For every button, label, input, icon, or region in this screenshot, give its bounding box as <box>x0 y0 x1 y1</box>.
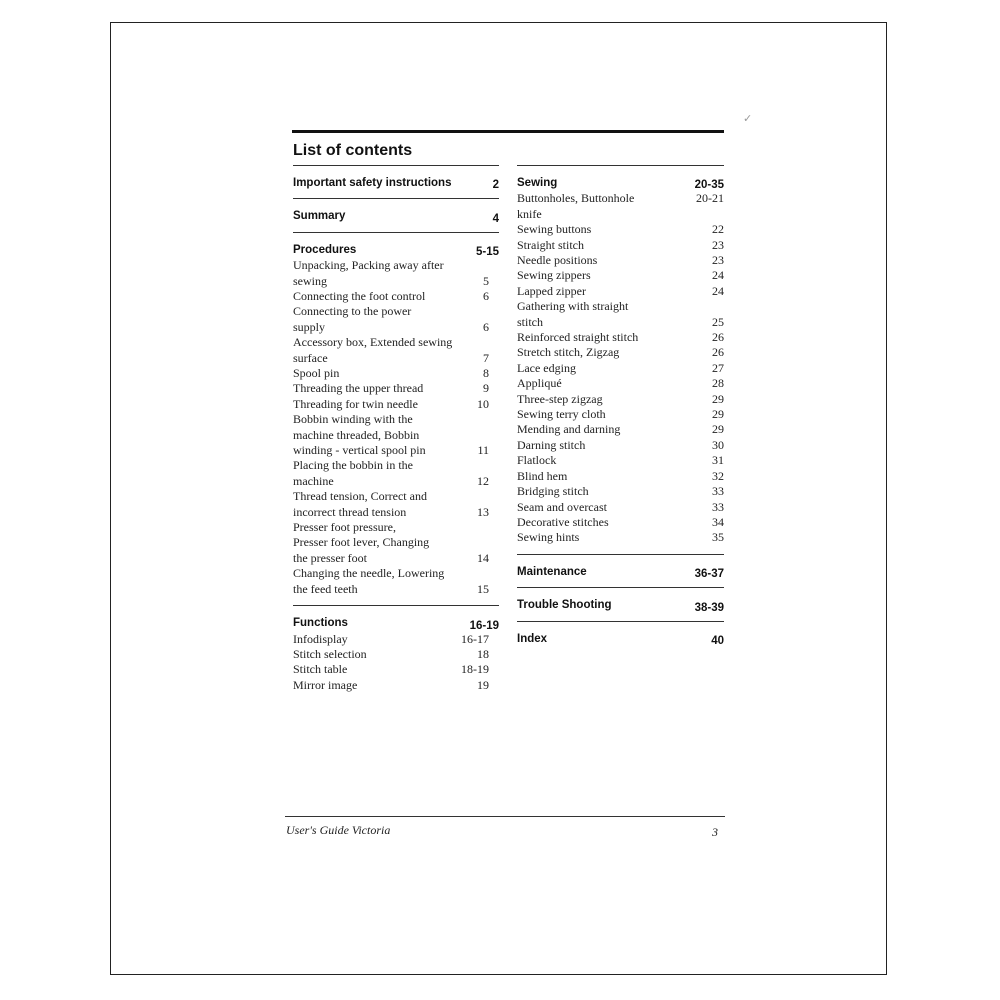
entry-page-number: 24 <box>712 268 724 283</box>
title-rule <box>292 130 724 133</box>
section-page-range: 40 <box>711 634 724 647</box>
entry-page-number: 33 <box>712 484 724 499</box>
entry-title: Stitch table <box>293 662 348 677</box>
toc-entry <box>293 304 499 335</box>
toc-entry <box>517 284 724 299</box>
entry-page-number: 16-17 <box>461 631 489 646</box>
entry-page-number: 35 <box>712 530 724 545</box>
toc-section <box>293 605 499 701</box>
toc-entry <box>293 397 499 412</box>
section-page-range: 2 <box>492 179 499 192</box>
toc-entry <box>293 381 499 396</box>
entry-page-number: 25 <box>712 314 724 329</box>
section-page-range: 16-19 <box>469 619 499 632</box>
toc-entry <box>517 376 724 391</box>
entry-title: Appliqué <box>517 376 562 391</box>
toc-entry <box>517 268 724 283</box>
entry-page-number: 6 <box>483 288 489 303</box>
toc-entry <box>517 515 724 530</box>
entry-title: Stitch selection <box>293 646 367 661</box>
entry-page-number: 29 <box>712 422 724 437</box>
toc-section <box>517 587 724 620</box>
toc-entry <box>293 412 499 458</box>
section-title: Procedures <box>293 243 357 256</box>
toc-section <box>517 621 724 654</box>
entry-page-number: 22 <box>712 222 724 237</box>
entry-title: Straight stitch <box>517 237 584 252</box>
toc-entry <box>293 258 499 289</box>
toc-section <box>293 198 499 231</box>
footer-guide-title: User's Guide Victoria <box>286 823 391 837</box>
entry-title: Mirror image <box>293 677 358 692</box>
section-rule <box>517 587 724 588</box>
toc-section <box>517 554 724 587</box>
entry-page-number: 7 <box>483 350 489 365</box>
toc-section-heading <box>293 176 499 191</box>
toc-entry <box>293 458 499 489</box>
entry-title: Sewing hints <box>517 530 580 545</box>
entry-page-number: 23 <box>712 253 724 268</box>
entry-page-number: 31 <box>712 453 724 468</box>
toc-section-heading <box>517 632 724 647</box>
toc-section <box>293 165 499 198</box>
toc-section-heading <box>293 243 499 258</box>
entry-title: Bobbin winding with the machine threaded, Bobbin winding - vertical spool pin <box>293 412 426 458</box>
toc-entry <box>517 299 724 330</box>
toc-entry <box>517 438 724 453</box>
toc-entry-list <box>293 258 499 597</box>
entry-title: Stretch stitch, Zigzag <box>517 345 620 360</box>
section-rule <box>293 165 499 166</box>
toc-entry <box>517 422 724 437</box>
section-title: Summary <box>293 210 346 223</box>
entry-title: Darning stitch <box>517 437 586 452</box>
entry-title: Needle positions <box>517 253 598 268</box>
entry-title: Sewing buttons <box>517 222 592 237</box>
entry-page-number: 12 <box>477 473 489 488</box>
entry-page-number: 11 <box>477 443 489 458</box>
toc-entry <box>517 238 724 253</box>
entry-page-number: 10 <box>477 396 489 411</box>
toc-section-heading <box>517 598 724 613</box>
section-rule <box>517 621 724 622</box>
toc-section-heading <box>517 565 724 580</box>
toc-section <box>517 165 724 554</box>
toc-entry <box>517 407 724 422</box>
toc-section-heading <box>293 616 499 631</box>
section-page-range: 4 <box>492 212 499 225</box>
entry-title: Three-step zigzag <box>517 391 603 406</box>
toc-entry <box>517 500 724 515</box>
entry-page-number: 26 <box>712 345 724 360</box>
entry-title: Infodisplay <box>293 631 348 646</box>
entry-title: Presser foot pressure, Presser foot lever, Changing the presser foot <box>293 520 430 565</box>
section-title: Sewing <box>517 176 558 189</box>
entry-page-number: 18-19 <box>461 662 489 677</box>
entry-title: Lapped zipper <box>517 283 586 298</box>
entry-page-number: 5 <box>483 273 489 288</box>
section-title: Important safety instructions <box>293 176 452 189</box>
toc-entry <box>517 484 724 499</box>
entry-page-number: 6 <box>483 319 489 334</box>
entry-page-number: 24 <box>712 283 724 298</box>
entry-title: Gathering with straight stitch <box>517 299 629 329</box>
toc-entry <box>517 222 724 237</box>
toc-entry-list <box>293 632 499 694</box>
toc-entry <box>293 678 499 693</box>
toc-entry <box>293 366 499 381</box>
toc-entry <box>293 489 499 520</box>
contents-column-right <box>517 165 724 654</box>
toc-entry <box>517 330 724 345</box>
toc-entry <box>293 566 499 597</box>
entry-page-number: 34 <box>712 514 724 529</box>
toc-section-heading <box>293 209 499 224</box>
entry-page-number: 19 <box>477 677 489 692</box>
entry-title: Connecting to the power supply <box>293 304 412 334</box>
section-page-range: 36-37 <box>694 568 724 581</box>
entry-page-number: 29 <box>712 407 724 422</box>
entry-title: Threading for twin needle <box>293 396 418 411</box>
entry-title: Sewing terry cloth <box>517 407 606 422</box>
toc-entry-list <box>517 191 724 545</box>
entry-title: Threading the upper thread <box>293 381 424 396</box>
entry-title: Accessory box, Extended sewing surface <box>293 335 453 365</box>
entry-page-number: 13 <box>477 504 489 519</box>
entry-page-number: 26 <box>712 330 724 345</box>
toc-entry <box>517 253 724 268</box>
entry-title: Thread tension, Correct and incorrect thread tension <box>293 489 427 519</box>
toc-entry <box>517 392 724 407</box>
entry-title: Sewing zippers <box>517 268 591 283</box>
page-title: List of contents <box>293 142 413 159</box>
section-title: Trouble Shooting <box>517 599 612 612</box>
entry-page-number: 8 <box>483 366 489 381</box>
toc-section-heading <box>517 176 724 191</box>
entry-title: Connecting the foot control <box>293 288 426 303</box>
entry-title: Spool pin <box>293 366 340 381</box>
entry-page-number: 23 <box>712 237 724 252</box>
section-title: Functions <box>293 617 348 630</box>
entry-title: Lace edging <box>517 360 576 375</box>
section-rule <box>517 554 724 555</box>
entry-title: Decorative stitches <box>517 514 609 529</box>
entry-page-number: 29 <box>712 391 724 406</box>
section-title: Maintenance <box>517 565 587 578</box>
entry-title: Seam and overcast <box>517 499 607 514</box>
entry-title: Blind hem <box>517 468 568 483</box>
entry-page-number: 15 <box>477 581 489 596</box>
check-mark-icon: ✓ <box>743 112 753 125</box>
section-rule <box>293 198 499 199</box>
entry-title: Bridging stitch <box>517 484 589 499</box>
toc-entry <box>517 191 724 222</box>
footer-rule <box>285 816 725 817</box>
section-rule <box>517 165 724 166</box>
entry-page-number: 32 <box>712 468 724 483</box>
section-rule <box>293 232 499 233</box>
toc-entry <box>293 335 499 366</box>
section-page-range: 38-39 <box>694 601 724 614</box>
section-rule <box>293 605 499 606</box>
entry-page-number: 14 <box>477 550 489 565</box>
entry-title: Unpacking, Packing away after sewing <box>293 258 444 288</box>
toc-entry <box>293 647 499 662</box>
entry-page-number: 30 <box>712 437 724 452</box>
entry-page-number: 20-21 <box>696 191 724 206</box>
entry-page-number: 18 <box>477 646 489 661</box>
entry-page-number: 27 <box>712 360 724 375</box>
toc-entry <box>517 453 724 468</box>
contents-column-left <box>293 165 499 701</box>
toc-entry <box>517 345 724 360</box>
toc-entry <box>293 289 499 304</box>
section-page-range: 5-15 <box>475 246 499 259</box>
toc-entry <box>293 632 499 647</box>
toc-entry <box>517 530 724 545</box>
entry-title: Placing the bobbin in the machine <box>293 458 413 488</box>
section-title: Index <box>517 632 548 645</box>
entry-title: Flatlock <box>517 453 557 468</box>
toc-entry <box>293 662 499 677</box>
toc-entry <box>517 469 724 484</box>
entry-title: Changing the needle, Lowering the feed teeth <box>293 566 445 596</box>
entry-page-number: 9 <box>483 381 489 396</box>
entry-page-number: 33 <box>712 499 724 514</box>
entry-title: Reinforced straight stitch <box>517 330 639 345</box>
toc-entry <box>517 361 724 376</box>
entry-title: Mending and darning <box>517 422 621 437</box>
section-page-range: 20-35 <box>694 179 724 192</box>
toc-section <box>293 232 499 605</box>
footer-page-number: 3 <box>712 825 718 839</box>
entry-page-number: 28 <box>712 376 724 391</box>
entry-title: Buttonholes, Buttonhole knife <box>517 191 635 221</box>
toc-entry <box>293 520 499 566</box>
